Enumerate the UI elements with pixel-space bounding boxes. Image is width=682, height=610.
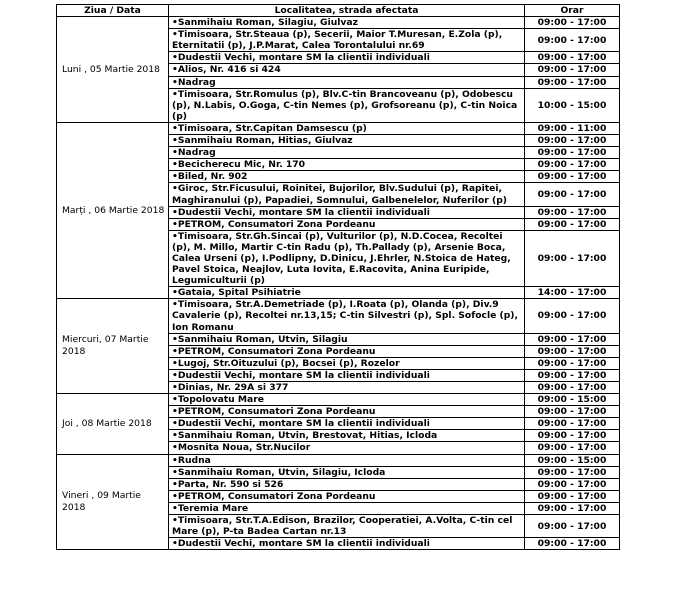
outage-schedule-table	[56, 4, 620, 550]
schedule-cell: 09:00 - 17:00	[525, 206, 620, 218]
schedule-cell: 09:00 - 17:00	[525, 478, 620, 490]
location-cell: •Dinias, Nr. 29A si 377	[169, 382, 525, 394]
header-row	[57, 5, 620, 17]
schedule-body	[57, 17, 620, 550]
schedule-cell: 09:00 - 17:00	[525, 515, 620, 538]
schedule-cell: 09:00 - 17:00	[525, 299, 620, 333]
table-row	[57, 299, 620, 333]
schedule-cell: 09:00 - 17:00	[525, 230, 620, 286]
location-cell: •Dudestii Vechi, montare SM la clientii individuali	[169, 369, 525, 381]
schedule-cell: 09:00 - 17:00	[525, 442, 620, 454]
table-row	[57, 17, 620, 29]
schedule-cell: 09:00 - 17:00	[525, 345, 620, 357]
schedule-cell: 09:00 - 17:00	[525, 147, 620, 159]
schedule-cell: 09:00 - 17:00	[525, 466, 620, 478]
schedule-cell: 09:00 - 17:00	[525, 357, 620, 369]
schedule-cell: 09:00 - 17:00	[525, 490, 620, 502]
location-cell: •Timisoara, Str.T.A.Edison, Brazilor, Cooperatiei, A.Volta, C-tin cel Mare (p), P-ta Badea Cartan nr.13	[169, 515, 525, 538]
schedule-document	[56, 4, 620, 550]
schedule-cell: 09:00 - 17:00	[525, 502, 620, 514]
schedule-cell: 09:00 - 17:00	[525, 171, 620, 183]
location-cell: •PETROM, Consumatori Zona Pordeanu	[169, 345, 525, 357]
location-cell: •Sanmihaiu Roman, Hitias, Giulvaz	[169, 135, 525, 147]
location-cell: •Gataia, Spital Psihiatrie	[169, 287, 525, 299]
location-cell: •Nadrag	[169, 76, 525, 88]
schedule-cell: 10:00 - 15:00	[525, 88, 620, 122]
schedule-cell: 09:00 - 17:00	[525, 538, 620, 550]
schedule-cell: 09:00 - 17:00	[525, 64, 620, 76]
day-cell: Luni , 05 Martie 2018	[57, 17, 169, 123]
day-cell: Joi , 08 Martie 2018	[57, 394, 169, 454]
location-cell: •Timisoara, Str.Steaua (p), Secerii, Maior T.Muresan, E.Zola (p), Eternitatii (p), J.P.Marat, Calea Torontalului nr.69	[169, 29, 525, 52]
location-cell: •Sanmihaiu Roman, Utvin, Silagiu, Icloda	[169, 466, 525, 478]
schedule-cell: 09:00 - 17:00	[525, 29, 620, 52]
header-schedule: Orar	[525, 5, 620, 17]
schedule-cell: 09:00 - 17:00	[525, 333, 620, 345]
location-cell: •PETROM, Consumatori Zona Pordeanu	[169, 406, 525, 418]
location-cell: •Timisoara, Str.Gh.Sincai (p), Vulturilor (p), N.D.Cocea, Recoltei (p), M. Millo, Martir C-tin Radu (p), Th.Pallady (p), Arsenie Boca, Calea Urseni (p), I.Podlipny, D.Dinicu, J.Ehrler, N.Stoica de Hateg, Pavel Stoica, Neajlov, Luta Iovita, E.Racovita, Anina Euripide, Legumiculturii (p)	[169, 230, 525, 286]
location-cell: •Timisoara, Str.Romulus (p), Blv.C-tin Brancoveanu (p), Odobescu (p), N.Labis, O.Goga, C-tin Nemes (p), Grofsoreanu (p), C-tin Noica (p)	[169, 88, 525, 122]
location-cell: •Timisoara, Str.A.Demetriade (p), I.Roata (p), Olanda (p), Div.9 Cavalerie (p), Recoltei nr.13,15; C-tin Silvestri (p), Spl. Sofocle (p), Ion Romanu	[169, 299, 525, 333]
schedule-cell: 09:00 - 17:00	[525, 159, 620, 171]
day-cell: Marți , 06 Martie 2018	[57, 122, 169, 298]
schedule-cell: 09:00 - 15:00	[525, 394, 620, 406]
schedule-cell: 09:00 - 11:00	[525, 122, 620, 134]
schedule-cell: 09:00 - 15:00	[525, 454, 620, 466]
location-cell: •Sanmihaiu Roman, Utvin, Silagiu	[169, 333, 525, 345]
day-cell: Miercuri, 07 Martie 2018	[57, 299, 169, 394]
schedule-cell: 09:00 - 17:00	[525, 430, 620, 442]
location-cell: •Dudestii Vechi, montare SM la clientii individuali	[169, 52, 525, 64]
location-cell: •Lugoj, Str.Oituzului (p), Bocsei (p), Rozelor	[169, 357, 525, 369]
location-cell: •Topolovatu Mare	[169, 394, 525, 406]
location-cell: •Nadrag	[169, 147, 525, 159]
location-cell: •Teremia Mare	[169, 502, 525, 514]
table-row	[57, 454, 620, 466]
schedule-cell: 09:00 - 17:00	[525, 17, 620, 29]
location-cell: •Sanmihaiu Roman, Silagiu, Giulvaz	[169, 17, 525, 29]
location-cell: •Biled, Nr. 902	[169, 171, 525, 183]
location-cell: •PETROM, Consumatori Zona Pordeanu	[169, 490, 525, 502]
location-cell: •Sanmihaiu Roman, Utvin, Brestovat, Hitias, Icloda	[169, 430, 525, 442]
schedule-cell: 09:00 - 17:00	[525, 218, 620, 230]
table-row	[57, 394, 620, 406]
location-cell: •Parta, Nr. 590 si 526	[169, 478, 525, 490]
location-cell: •Becicherecu Mic, Nr. 170	[169, 159, 525, 171]
location-cell: •Dudestii Vechi, montare SM la clientii individuali	[169, 418, 525, 430]
schedule-cell: 09:00 - 17:00	[525, 406, 620, 418]
location-cell: •PETROM, Consumatori Zona Pordeanu	[169, 218, 525, 230]
schedule-cell: 09:00 - 17:00	[525, 418, 620, 430]
day-cell: Vineri , 09 Martie 2018	[57, 454, 169, 550]
schedule-cell: 09:00 - 17:00	[525, 135, 620, 147]
schedule-cell: 09:00 - 17:00	[525, 183, 620, 206]
schedule-cell: 09:00 - 17:00	[525, 52, 620, 64]
location-cell: •Rudna	[169, 454, 525, 466]
location-cell: •Alios, Nr. 416 si 424	[169, 64, 525, 76]
schedule-cell: 09:00 - 17:00	[525, 369, 620, 381]
location-cell: •Dudestii Vechi, montare SM la clientii individuali	[169, 538, 525, 550]
schedule-cell: 09:00 - 17:00	[525, 382, 620, 394]
schedule-cell: 09:00 - 17:00	[525, 76, 620, 88]
header-location: Localitatea, strada afectata	[169, 5, 525, 17]
location-cell: •Mosnita Noua, Str.Nucilor	[169, 442, 525, 454]
location-cell: •Timisoara, Str.Capitan Damsescu (p)	[169, 122, 525, 134]
location-cell: •Giroc, Str.Ficusului, Roinitei, Bujorilor, Blv.Sudului (p), Rapitei, Maghiranului (p), Papadiei, Somnului, Galbenelelor, Nuferilor (p)	[169, 183, 525, 206]
schedule-cell: 14:00 - 17:00	[525, 287, 620, 299]
location-cell: •Dudestii Vechi, montare SM la clientii individuali	[169, 206, 525, 218]
table-row	[57, 122, 620, 134]
header-day: Ziua / Data	[57, 5, 169, 17]
